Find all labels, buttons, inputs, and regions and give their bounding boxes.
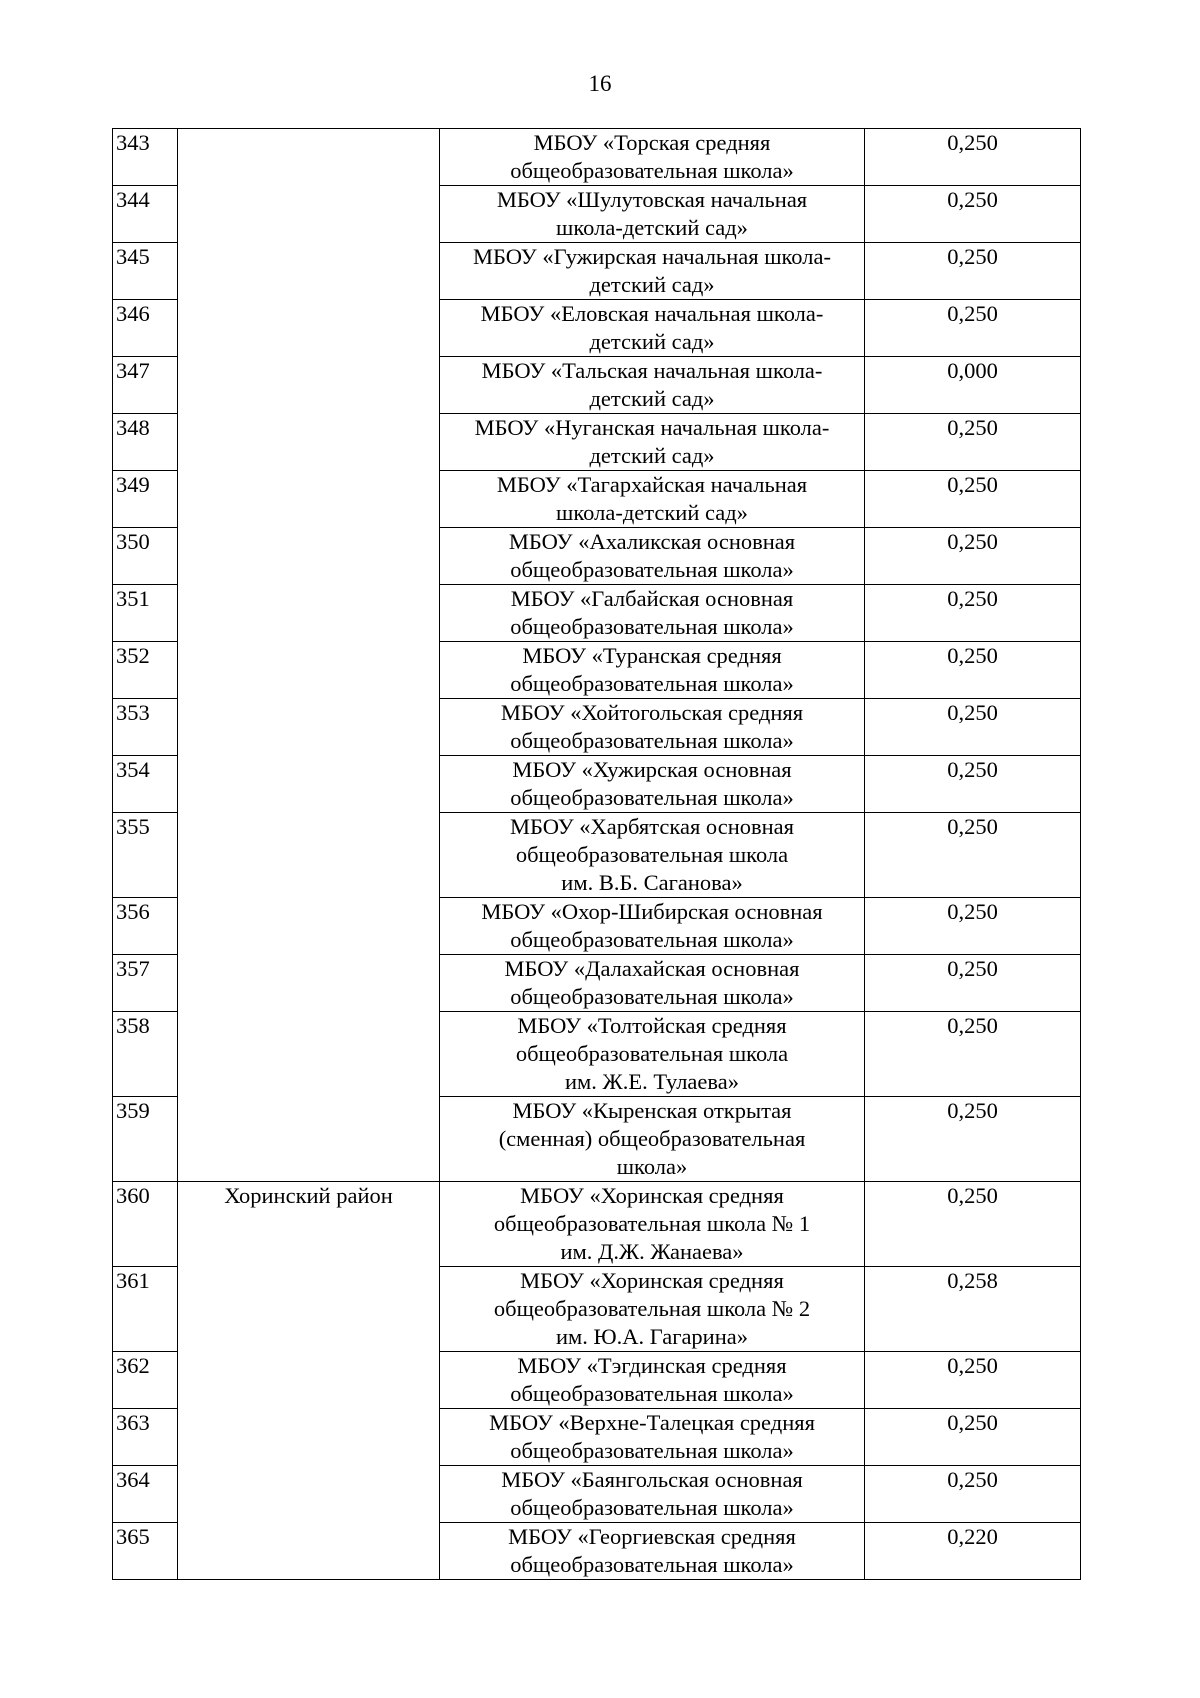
school-name-line: МБОУ «Тагархайская начальная — [496, 472, 808, 497]
coefficient-value: 0,250 — [865, 1466, 1081, 1523]
district-cell — [178, 898, 440, 955]
district-cell — [178, 1523, 440, 1580]
district-cell — [178, 642, 440, 699]
row-number: 345 — [113, 243, 178, 300]
coefficient-value: 0,000 — [865, 357, 1081, 414]
school-name-line: МБОУ «Охор-Шибирская основная — [481, 899, 823, 924]
table-row — [113, 300, 1081, 357]
school-name — [440, 1182, 865, 1267]
school-name-line: общеобразовательная школа» — [510, 984, 794, 1009]
table-row — [113, 898, 1081, 955]
row-number: 360 — [113, 1182, 178, 1267]
school-name-line: МБОУ «Хоринская средняя — [520, 1183, 784, 1208]
row-number: 353 — [113, 699, 178, 756]
school-name — [440, 1466, 865, 1523]
district-cell — [178, 1097, 440, 1182]
coefficient-value: 0,250 — [865, 1012, 1081, 1097]
coefficient-value: 0,258 — [865, 1267, 1081, 1352]
table-row — [113, 1523, 1081, 1580]
row-number: 357 — [113, 955, 178, 1012]
school-name — [440, 1097, 865, 1182]
school-name-line: общеобразовательная школа» — [510, 1381, 794, 1406]
district-cell — [178, 1267, 440, 1352]
table-row — [113, 585, 1081, 642]
district-cell: Хоринский район — [178, 1182, 440, 1267]
school-name-line: МБОУ «Верхне-Талецкая средняя — [489, 1410, 815, 1435]
school-name-line: общеобразовательная школа» — [510, 1438, 794, 1463]
school-name-line: им. В.Б. Саганова» — [561, 870, 743, 895]
school-name-line: детский сад» — [589, 386, 715, 411]
coefficient-value: 0,250 — [865, 955, 1081, 1012]
schools-table — [112, 128, 1081, 1580]
school-name-line: общеобразовательная школа» — [510, 614, 794, 639]
school-name — [440, 186, 865, 243]
coefficient-value: 0,250 — [865, 1097, 1081, 1182]
school-name-line: МБОУ «Харбятская основная — [509, 814, 795, 839]
school-name-line: детский сад» — [589, 272, 715, 297]
coefficient-value: 0,250 — [865, 243, 1081, 300]
school-name-line: МБОУ «Георгиевская средняя — [508, 1524, 796, 1549]
school-name-line: общеобразовательная школа — [515, 1041, 789, 1066]
school-name — [440, 1012, 865, 1097]
table-row — [113, 129, 1081, 186]
school-name-line: общеобразовательная школа» — [510, 158, 794, 183]
district-cell — [178, 756, 440, 813]
school-name-line: МБОУ «Еловская начальная школа- — [480, 301, 824, 326]
school-name-line: МБОУ «Туранская средняя — [522, 643, 782, 668]
coefficient-value: 0,250 — [865, 585, 1081, 642]
coefficient-value: 0,250 — [865, 699, 1081, 756]
school-name — [440, 471, 865, 528]
table-row — [113, 1466, 1081, 1523]
coefficient-value: 0,250 — [865, 129, 1081, 186]
coefficient-value: 0,250 — [865, 1182, 1081, 1267]
table-row — [113, 955, 1081, 1012]
district-cell — [178, 1409, 440, 1466]
table-row — [113, 642, 1081, 699]
coefficient-value: 0,220 — [865, 1523, 1081, 1580]
row-number: 343 — [113, 129, 178, 186]
row-number: 364 — [113, 1466, 178, 1523]
page-number: 16 — [588, 71, 612, 96]
school-name-line: МБОУ «Тальская начальная школа- — [481, 358, 823, 383]
school-name — [440, 1409, 865, 1466]
school-name-line: МБОУ «Баянгольская основная — [501, 1467, 803, 1492]
school-name — [440, 642, 865, 699]
school-name-line: общеобразовательная школа» — [510, 1495, 794, 1520]
row-number: 346 — [113, 300, 178, 357]
school-name-line: МБОУ «Толтойская средняя — [517, 1013, 787, 1038]
row-number: 344 — [113, 186, 178, 243]
district-cell — [178, 1466, 440, 1523]
district-cell — [178, 1012, 440, 1097]
school-name-line: общеобразовательная школа — [515, 842, 789, 867]
table-row — [113, 1097, 1081, 1182]
coefficient-value: 0,250 — [865, 1409, 1081, 1466]
school-name-line: общеобразовательная школа» — [510, 1552, 794, 1577]
school-name — [440, 898, 865, 955]
school-name — [440, 528, 865, 585]
table-row — [113, 471, 1081, 528]
row-number: 351 — [113, 585, 178, 642]
row-number: 349 — [113, 471, 178, 528]
coefficient-value: 0,250 — [865, 471, 1081, 528]
row-number: 347 — [113, 357, 178, 414]
table-row — [113, 813, 1081, 898]
coefficient-value: 0,250 — [865, 414, 1081, 471]
table-row — [113, 699, 1081, 756]
school-name-line: МБОУ «Хойтогольская средняя — [500, 700, 804, 725]
school-name — [440, 955, 865, 1012]
table-row — [113, 186, 1081, 243]
district-cell — [178, 813, 440, 898]
row-number: 361 — [113, 1267, 178, 1352]
coefficient-value: 0,250 — [865, 528, 1081, 585]
coefficient-value: 0,250 — [865, 186, 1081, 243]
school-name-line: МБОУ «Ахаликская основная — [508, 529, 796, 554]
table-body — [113, 129, 1081, 1580]
school-name-line: МБОУ «Далахайская основная — [504, 956, 800, 981]
row-number: 348 — [113, 414, 178, 471]
table-row — [113, 414, 1081, 471]
school-name — [440, 756, 865, 813]
district-cell — [178, 357, 440, 414]
table-row — [113, 357, 1081, 414]
school-name-line: общеобразовательная школа» — [510, 785, 794, 810]
school-name-line: им. Д.Ж. Жанаева» — [560, 1239, 744, 1264]
school-name-line: общеобразовательная школа» — [510, 728, 794, 753]
district-cell — [178, 585, 440, 642]
school-name-line: общеобразовательная школа» — [510, 671, 794, 696]
row-number: 356 — [113, 898, 178, 955]
school-name-line: детский сад» — [589, 443, 715, 468]
school-name-line: МБОУ «Галбайская основная — [510, 586, 794, 611]
school-name-line: (сменная) общеобразовательная — [498, 1126, 806, 1151]
school-name-line: МБОУ «Нуганская начальная школа- — [474, 415, 830, 440]
school-name-line: МБОУ «Тэгдинская средняя — [517, 1353, 787, 1378]
district-cell — [178, 300, 440, 357]
row-number: 365 — [113, 1523, 178, 1580]
district-cell — [178, 528, 440, 585]
coefficient-value: 0,250 — [865, 300, 1081, 357]
district-cell — [178, 186, 440, 243]
school-name-line: общеобразовательная школа № 1 — [493, 1211, 811, 1236]
district-cell — [178, 414, 440, 471]
row-number: 354 — [113, 756, 178, 813]
table-row — [113, 1409, 1081, 1466]
school-name — [440, 1523, 865, 1580]
row-number: 362 — [113, 1352, 178, 1409]
row-number: 363 — [113, 1409, 178, 1466]
school-name-line: детский сад» — [589, 329, 715, 354]
school-name — [440, 129, 865, 186]
school-name-line: МБОУ «Торская средняя — [533, 130, 771, 155]
school-name — [440, 585, 865, 642]
district-cell — [178, 243, 440, 300]
table-row — [113, 1182, 1081, 1267]
district-cell — [178, 699, 440, 756]
district-cell — [178, 1352, 440, 1409]
table-row — [113, 1267, 1081, 1352]
school-name-line: школа-детский сад» — [556, 500, 748, 525]
table-row — [113, 528, 1081, 585]
school-name — [440, 414, 865, 471]
coefficient-value: 0,250 — [865, 756, 1081, 813]
school-name-line: общеобразовательная школа» — [510, 927, 794, 952]
row-number: 355 — [113, 813, 178, 898]
row-number: 350 — [113, 528, 178, 585]
coefficient-value: 0,250 — [865, 898, 1081, 955]
coefficient-value: 0,250 — [865, 642, 1081, 699]
school-name-line: им. Ж.Е. Тулаева» — [565, 1069, 739, 1094]
table-row — [113, 756, 1081, 813]
district-cell — [178, 471, 440, 528]
school-name-line: школа» — [616, 1154, 688, 1179]
table-row — [113, 1352, 1081, 1409]
district-cell — [178, 955, 440, 1012]
school-name-line: общеобразовательная школа № 2 — [493, 1296, 811, 1321]
school-name — [440, 1352, 865, 1409]
coefficient-value: 0,250 — [865, 813, 1081, 898]
school-name — [440, 243, 865, 300]
school-name-line: МБОУ «Кыренская открытая — [512, 1098, 792, 1123]
school-name — [440, 813, 865, 898]
school-name-line: общеобразовательная школа» — [510, 557, 794, 582]
school-name — [440, 1267, 865, 1352]
school-name-line: МБОУ «Шулутовская начальная — [496, 187, 808, 212]
table-row — [113, 243, 1081, 300]
school-name-line: МБОУ «Хоринская средняя — [520, 1268, 784, 1293]
school-name — [440, 300, 865, 357]
school-name-line: им. Ю.А. Гагарина» — [556, 1324, 748, 1349]
row-number: 358 — [113, 1012, 178, 1097]
school-name — [440, 357, 865, 414]
school-name-line: школа-детский сад» — [556, 215, 748, 240]
row-number: 359 — [113, 1097, 178, 1182]
school-name — [440, 699, 865, 756]
coefficient-value: 0,250 — [865, 1352, 1081, 1409]
school-name-line: МБОУ «Хужирская основная — [512, 757, 792, 782]
district-cell — [178, 129, 440, 186]
school-name-line: МБОУ «Гужирская начальная школа- — [473, 244, 831, 269]
table-row — [113, 1012, 1081, 1097]
row-number: 352 — [113, 642, 178, 699]
